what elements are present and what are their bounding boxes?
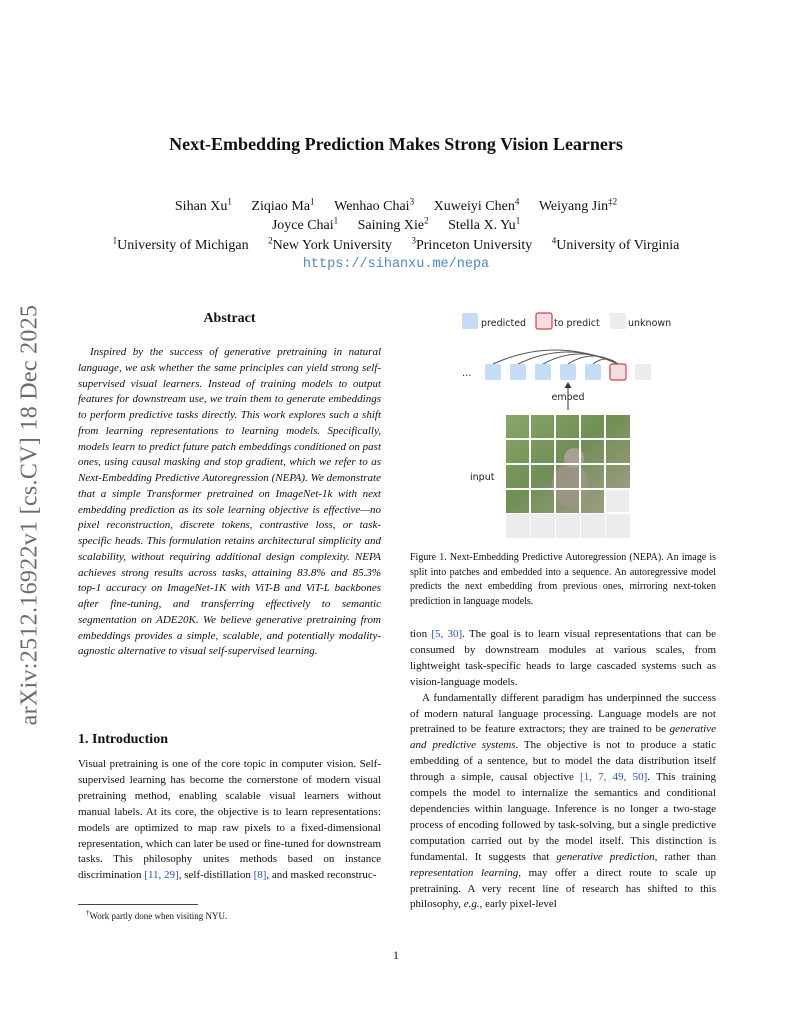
figure-caption: Figure 1. Next-Embedding Predictive Autoregression (NEPA). An image is split into patches and embedded into a sequence. An autoregressive model predicts the next embedding from previous ones, mirroring next-token prediction in language models. — [410, 552, 716, 607]
footnote: †Work partly done when visiting NYU. — [86, 909, 228, 921]
abstract-heading: Abstract — [203, 311, 256, 326]
authors-line-1 — [0, 196, 792, 215]
author: Weiyang Jin$^{\ddagger 2}$ — [538, 196, 618, 214]
legend-swatch-predicted — [462, 313, 478, 329]
token-predicted — [485, 364, 501, 380]
token-predicted — [510, 364, 526, 380]
author: Ziqiao Ma$^1$ — [251, 196, 315, 214]
author: Wenhao Chai$^3$ — [334, 196, 415, 214]
token-predicted — [585, 364, 601, 380]
abstract-text: Inspired by the success of generative pretraining in natural language, we ask whether the same principles can yield strong self-supervised visual learners. Instead of training models to output features for downstream use, we train them to generate embeddings to perform predictive tasks directly. This work explores such a shift from learning representations to learning models. Specifically, models learn to predict future patch embeddings conditioned on past ones, using causal masking and stop gradient, which we refer to as Next-Embedding Predictive Autoregression (NEPA). We demonstrate that a simple Transformer pretrained on ImageNet-1k with next embedding prediction as its sole learning objective is effective—no pixel reconstruction, discrete tokens, contrastive loss, or task-specific heads. This formulation retains architectural simplicity and scalability, without requiring additional design complexity. NEPA achieves strong results across tasks, attaining 83.8% and 85.3% top-1 accuracy on ImageNet-1K with ViT-B and ViT-L backbones after fine-tuning, and transferring effectively to semantic segmentation on ADE20K. We believe generative pretraining from embeddings provides a simple, scalable, and potentially modality-agnostic alternative to visual self-supervised learning. — [78, 346, 381, 658]
affiliations — [0, 235, 792, 254]
page-number: 1 — [393, 948, 399, 962]
token-predicted — [560, 364, 576, 380]
footnote-rule — [78, 904, 198, 905]
affiliation: $^1$University of Michigan — [112, 235, 249, 253]
patch-unknown — [556, 514, 580, 538]
right-column-text — [410, 627, 716, 913]
affiliation: $^3$Princeton University — [411, 235, 533, 253]
paragraph: A fundamentally different paradigm has underpinned the success of modern natural language processing. Language models are not pretrained to be feature extractors; they are trained to be generative and predictive systems. The objective is not to produce a static embedding of a sentence, but to model the data distribution itself through a simple, causal objective [1, 7, 49, 50]. This training compels the model to internalize the semantics and conditional dependencies within language. Inference is no longer a two-stage process of encoding followed by task-solving, but a single predictive computation carried out by the model itself. This distinction is fundamental. It suggests that generative prediction, rather than representation learning, may offer a direct route to scale up pretraining. A very recent line of research has shifted to this philosophy, e.g., early pixel-level — [410, 691, 717, 911]
token-predicted — [535, 364, 551, 380]
citation-link[interactable]: [1, 7, 49, 50] — [580, 771, 648, 784]
author: Sihan Xu$^1$ — [174, 196, 232, 214]
citation-link[interactable]: [11, 29] — [144, 869, 179, 882]
affiliation: $^4$University of Virginia — [551, 235, 680, 253]
project-link[interactable]: https://sihanxu.me/nepa — [302, 257, 490, 272]
token-unknown — [635, 364, 651, 380]
paper-title: Next-Embedding Prediction Makes Strong Vision Learners — [169, 134, 623, 154]
author: Stella X. Yu$^1$ — [448, 215, 521, 233]
arxiv-stamp-text: arXiv:2512.16922v1 [cs.CV] 18 Dec 2025 — [16, 304, 43, 726]
citation-link[interactable]: [5, 30] — [431, 628, 463, 640]
legend-swatch-unknown — [610, 313, 626, 329]
embed-arrow-head — [565, 382, 572, 388]
patch-unknown — [605, 489, 630, 513]
legend-swatch-to-predict — [536, 313, 552, 329]
citation-link[interactable]: [8] — [253, 869, 267, 882]
nepa-diagram — [410, 300, 716, 545]
patch-unknown — [581, 514, 605, 538]
cat-silhouette — [552, 463, 588, 507]
token-to-predict — [610, 364, 626, 380]
patch-unknown — [531, 514, 555, 538]
embed-label: embed — [551, 392, 585, 403]
figure-1 — [410, 300, 716, 545]
sequence-ellipsis: ... — [462, 368, 472, 379]
authors-line-2 — [0, 215, 792, 234]
legend-label-predicted: predicted — [481, 318, 527, 329]
legend-label-to-predict: to predict — [554, 318, 600, 329]
patch-unknown — [606, 514, 630, 538]
section-heading-introduction: 1. Introduction — [78, 732, 168, 747]
arxiv-stamp — [10, 285, 50, 745]
input-label: input — [470, 472, 495, 483]
paragraph: tion [5, 30]. The goal is to learn visual representations that can be consumed by downstream modules at various scales, from lightweight task-specific heads to large cascaded systems such as vision-language models. — [410, 628, 716, 688]
author: Xuweiyi Chen$^4$ — [433, 196, 520, 214]
affiliation: $^2$New York University — [268, 235, 392, 253]
image-patch-grid — [506, 415, 630, 538]
intro-paragraph: Visual pretraining is one of the core topic in computer vision. Self-supervised learning has become the cornerstone of modern visual pretraining method, enabling scalable visual learners without manual labels. At its core, the objective is to learn representations: models are optimized to map raw pixels to a fixed-dimensional representation, which can later be used or fine-tuned for downstream tasks. This philosophy unites methods based on instance discrimination [11, 29], self-distillation [8], and masked reconstruc- — [78, 758, 381, 882]
legend-label-unknown: unknown — [628, 318, 672, 329]
patch-unknown — [506, 514, 530, 538]
author: Saining Xie$^2$ — [357, 215, 429, 233]
autoregressive-arcs — [493, 350, 618, 364]
author: Joyce Chai$^1$ — [271, 215, 339, 233]
